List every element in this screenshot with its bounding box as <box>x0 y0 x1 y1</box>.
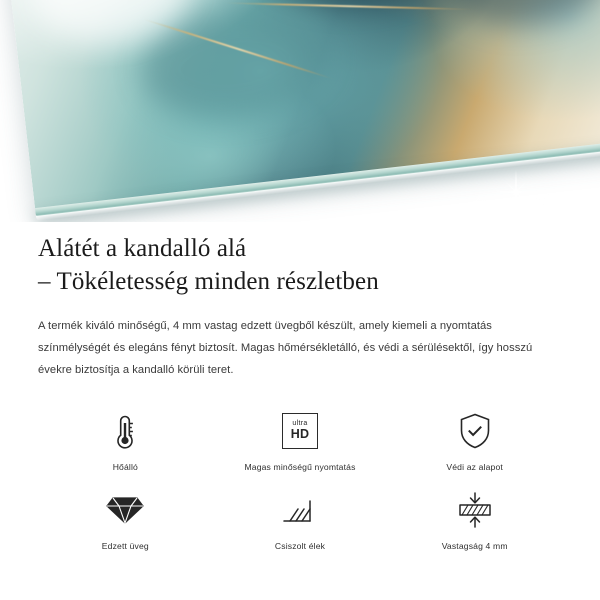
thickness-arrows-icon <box>455 487 495 533</box>
feature-item-protects-surface <box>387 408 562 473</box>
ultra-hd-icon <box>282 408 318 454</box>
ultra-hd-badge-bottom: HD <box>290 427 310 442</box>
ink-swirl-2 <box>436 0 600 34</box>
feature-item-print-quality <box>213 408 388 473</box>
polished-edges-icon <box>280 487 320 533</box>
feature-item-thickness <box>387 487 562 552</box>
feature-item-heat-resistant <box>38 408 213 473</box>
feature-label: Hőálló <box>112 461 138 472</box>
page-title <box>38 232 562 298</box>
headline-line-1: Alátét a kandalló alá <box>38 235 247 262</box>
feature-label: Edzett üveg <box>101 540 149 551</box>
headline-line-2: – Tökéletesség minden részletben <box>38 268 379 295</box>
feature-item-tempered-glass <box>38 487 213 552</box>
diamond-icon <box>105 487 145 533</box>
feature-label: Vastagság 4 mm <box>441 540 508 551</box>
hero-image <box>0 0 600 222</box>
description-paragraph: A termék kiváló minőségű, 4 mm vastag edzett üvegből készült, amely kiemeli a nyomtatás színmélységét és elegáns fényt biztosít. Magas hőmérsékletálló, és védi a sérülésektől, így hosszú évekre biztosítja a kandalló körüli teret. <box>38 320 533 376</box>
feature-item-polished-edges <box>213 487 388 552</box>
content-area <box>0 222 600 552</box>
shield-check-icon <box>457 408 493 454</box>
glass-panel-wrapper <box>0 0 600 222</box>
feature-label: Magas minőségű nyomtatás <box>244 461 356 472</box>
feature-grid <box>38 408 562 552</box>
feature-label: Csiszolt élek <box>274 540 326 551</box>
thermometer-icon <box>110 408 140 454</box>
feature-label: Védi az alapot <box>446 461 503 472</box>
ultra-hd-badge-top: ultra <box>292 420 308 428</box>
